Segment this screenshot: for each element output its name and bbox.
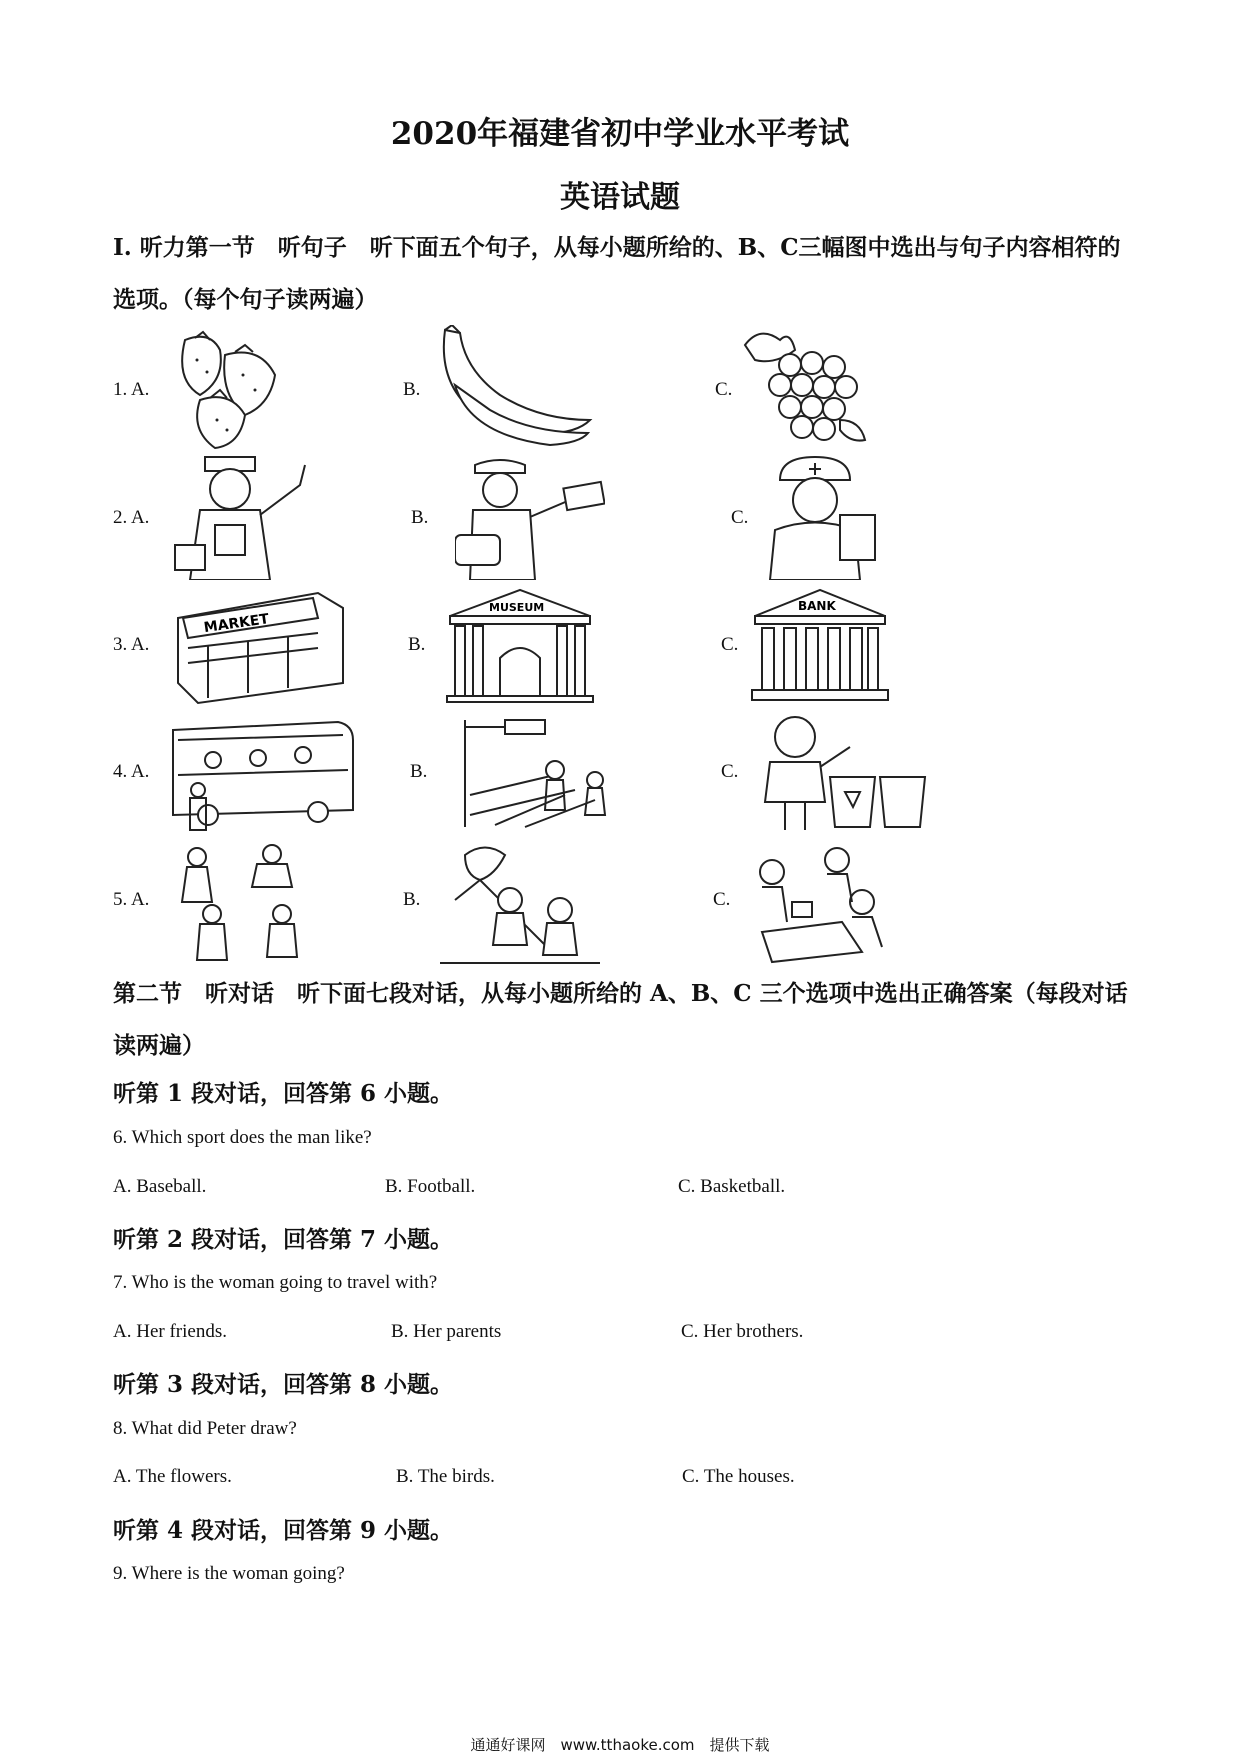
q2-label-c: C.: [731, 507, 749, 528]
strawberries-picture: [165, 330, 295, 450]
bus-passengers-picture: [168, 720, 356, 832]
bank-sign: BANK: [798, 599, 836, 613]
doctor-picture: [760, 455, 880, 580]
download-footer: 通通好课网 www.tthaoke.com 提供下载: [470, 1736, 770, 1754]
q7-option-c: C. Her brothers.: [681, 1321, 804, 1342]
postman-picture: [455, 455, 605, 580]
grapes-picture: [740, 325, 870, 450]
picnic-picture: [742, 842, 907, 964]
bananas-picture: [430, 325, 600, 450]
recycling-picture: [755, 712, 930, 832]
q3-label-c: C.: [721, 634, 739, 655]
q6-option-b: B. Football.: [385, 1176, 476, 1197]
q1-label-c: C.: [715, 379, 733, 400]
question-9: 9. Where is the woman going?: [113, 1563, 345, 1584]
q5-label-a: 5. A.: [113, 889, 150, 910]
kite-flying-picture: [435, 845, 605, 967]
street-crossing-picture: [455, 715, 635, 830]
q1-label-a: 1. A.: [113, 379, 150, 400]
q4-label-b: B.: [410, 761, 428, 782]
q6-option-c: C. Basketball.: [678, 1176, 786, 1197]
q5-label-c: C.: [713, 889, 731, 910]
worker-picture: [170, 455, 340, 580]
q4-label-c: C.: [721, 761, 739, 782]
dialogue2-instruction: 听第 2 段对话，回答第 7 小题。: [113, 1226, 454, 1253]
question-8: 8. What did Peter draw?: [113, 1418, 297, 1439]
q8-option-a: A. The flowers.: [113, 1466, 232, 1487]
q3-label-b: B.: [408, 634, 426, 655]
q1-label-b: B.: [403, 379, 421, 400]
exam-subtitle: 英语试题: [560, 180, 680, 215]
q6-option-a: A. Baseball.: [113, 1176, 207, 1197]
q7-option-b: B. Her parents: [391, 1321, 502, 1342]
section2-heading: 第二节 听对话 听下面七段对话，从每小题所给的 A、B、C 三个选项中选出正确答案（每段对话读两遍）: [113, 980, 1128, 1059]
exam-title: 2020年福建省初中学业水平考试: [390, 116, 850, 152]
dialogue3-instruction: 听第 3 段对话，回答第 8 小题。: [113, 1371, 454, 1398]
dialogue4-instruction: 听第 4 段对话，回答第 9 小题。: [113, 1517, 454, 1544]
q3-label-a: 3. A.: [113, 634, 150, 655]
market-picture: [168, 588, 346, 706]
q7-option-a: A. Her friends.: [113, 1321, 227, 1342]
museum-picture: [445, 588, 595, 703]
q8-option-b: B. The birds.: [396, 1466, 495, 1487]
q2-label-a: 2. A.: [113, 507, 150, 528]
dialogue1-instruction: 听第 1 段对话，回答第 6 小题。: [113, 1080, 454, 1107]
q8-option-c: C. The houses.: [682, 1466, 795, 1487]
bank-picture: [750, 588, 890, 703]
q2-label-b: B.: [411, 507, 429, 528]
question-7: 7. Who is the woman going to travel with?: [113, 1272, 438, 1293]
q4-label-a: 4. A.: [113, 761, 150, 782]
q5-label-b: B.: [403, 889, 421, 910]
question-6: 6. Which sport does the man like?: [113, 1127, 372, 1148]
dancing-people-picture: [172, 842, 322, 964]
museum-sign: MUSEUM: [489, 601, 545, 614]
market-sign: MARKET: [202, 611, 270, 637]
section1-heading: Ⅰ. 听力第一节 听句子 听下面五个句子，从每小题所给的、B、C三幅图中选出与句子内容相符的选项。（每个句子读两遍）: [113, 234, 1121, 313]
